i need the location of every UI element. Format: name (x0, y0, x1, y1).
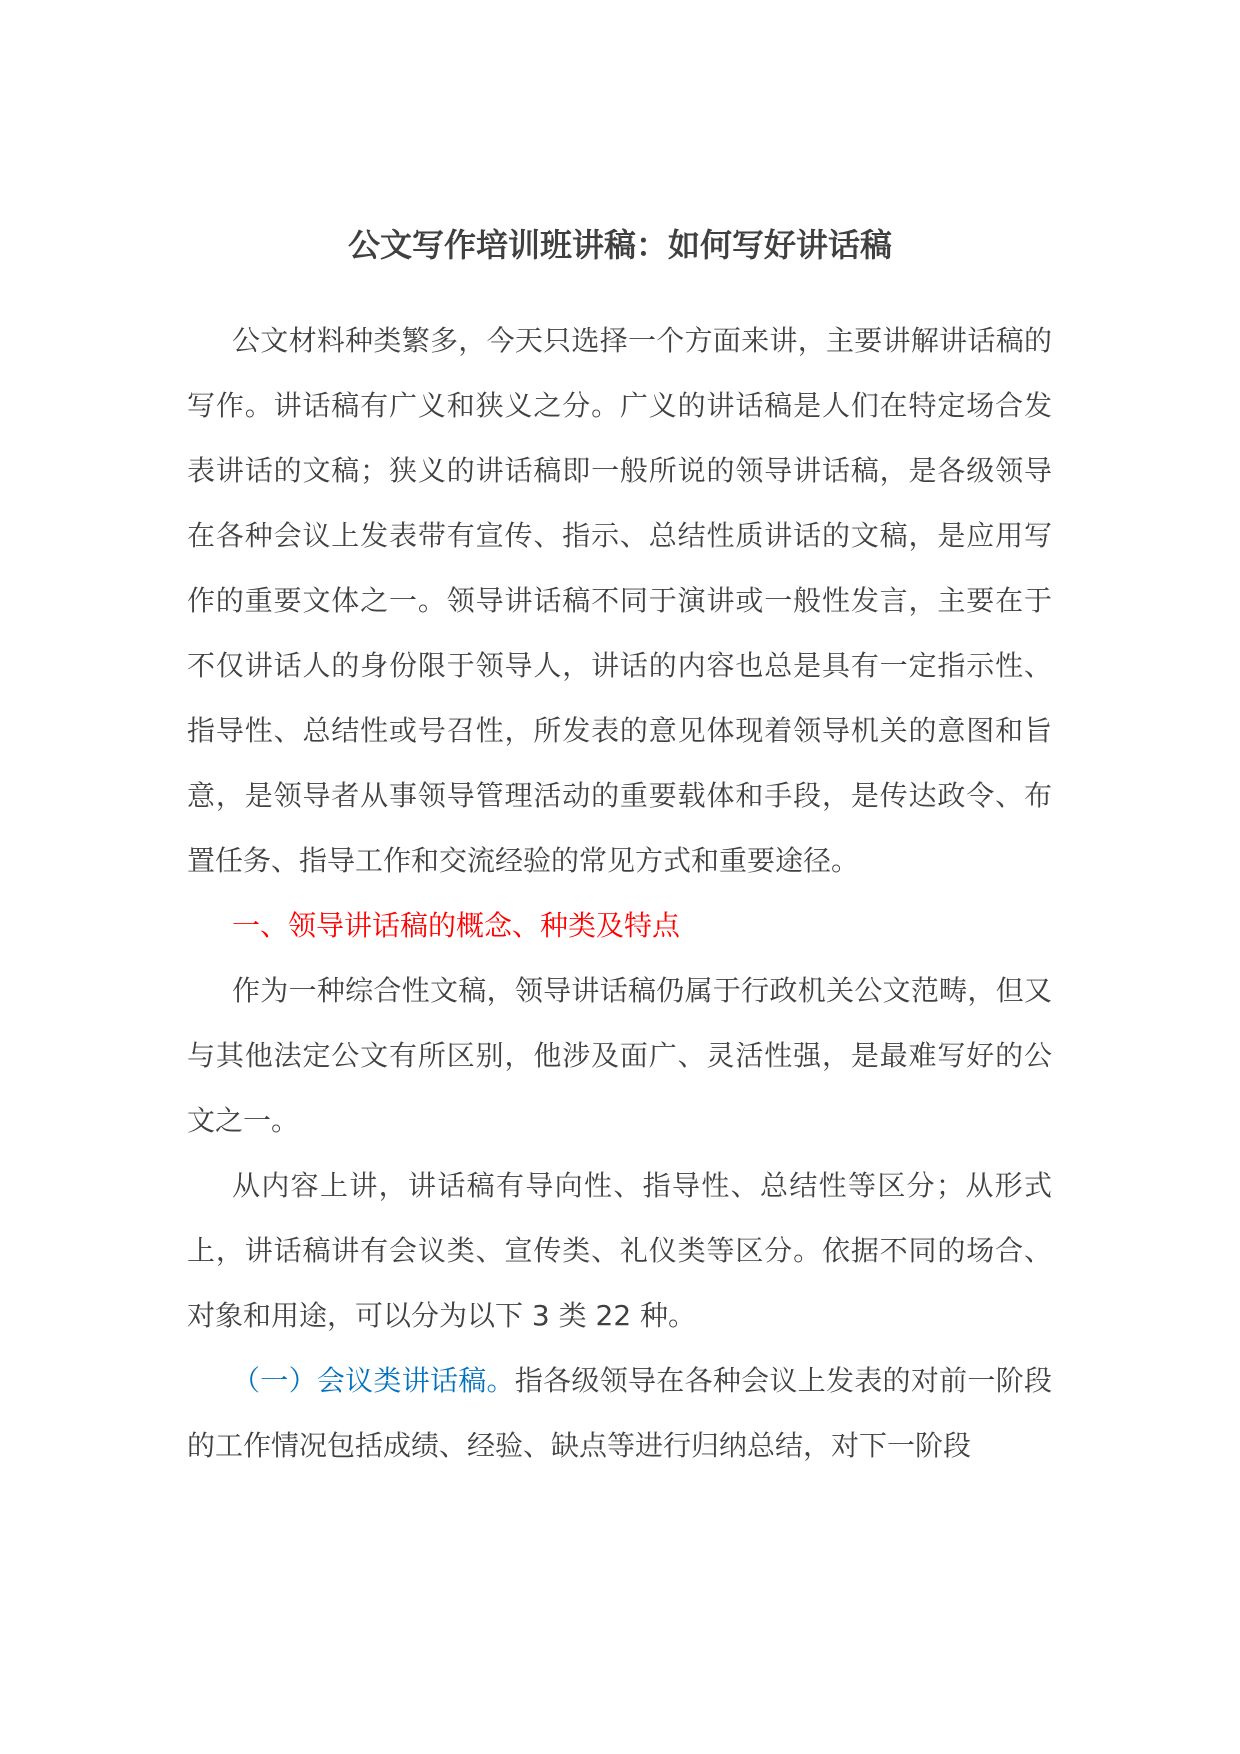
paragraph-meeting-speech (187, 1348, 1052, 1478)
subsection-heading-meeting: （一）会议类讲话稿。 (232, 1364, 515, 1397)
paragraph-intro: 公文材料种类繁多，今天只选择一个方面来讲，主要讲解讲话稿的写作。讲话稿有广义和狭义之分。广义的讲话稿是人们在特定场合发表讲话的文稿；狭义的讲话稿即一般所说的领导讲话稿，是各级领导在各种会议上发表带有宣传、指示、总结性质讲话的文稿，是应用写作的重要文体之一。领导讲话稿不同于演讲或一般性发言，主要在于不仅讲话人的身份限于领导人，讲话的内容也总是具有一定指示性、指导性、总结性或号召性，所发表的意见体现着领导机关的意图和旨意，是领导者从事领导管理活动的重要载体和手段，是传达政令、布置任务、指导工作和交流经验的常见方式和重要途径。 (187, 324, 1052, 877)
document-title: 公文写作培训班讲稿：如何写好讲话稿 (347, 226, 892, 264)
document-body (187, 308, 1052, 1478)
paragraph-definition: 作为一种综合性文稿，领导讲话稿仍属于行政机关公文范畴，但又与其他法定公文有所区别，他涉及面广、灵活性强，是最难写好的公文之一。 (187, 974, 1052, 1137)
paragraph-classification: 从内容上讲，讲话稿有导向性、指导性、总结性等区分；从形式上，讲话稿讲有会议类、宣传类、礼仪类等区分。依据不同的场合、对象和用途，可以分为以下 3 类 22 种。 (187, 1169, 1052, 1332)
section-heading-1: 一、领导讲话稿的概念、种类及特点 (232, 909, 681, 942)
paragraph-meeting-speech-text: 指各级领导在各种会议上发表的对前一阶段的工作情况包括成绩、经验、缺点等进行归纳总结，对下一阶段 (187, 1364, 1052, 1462)
